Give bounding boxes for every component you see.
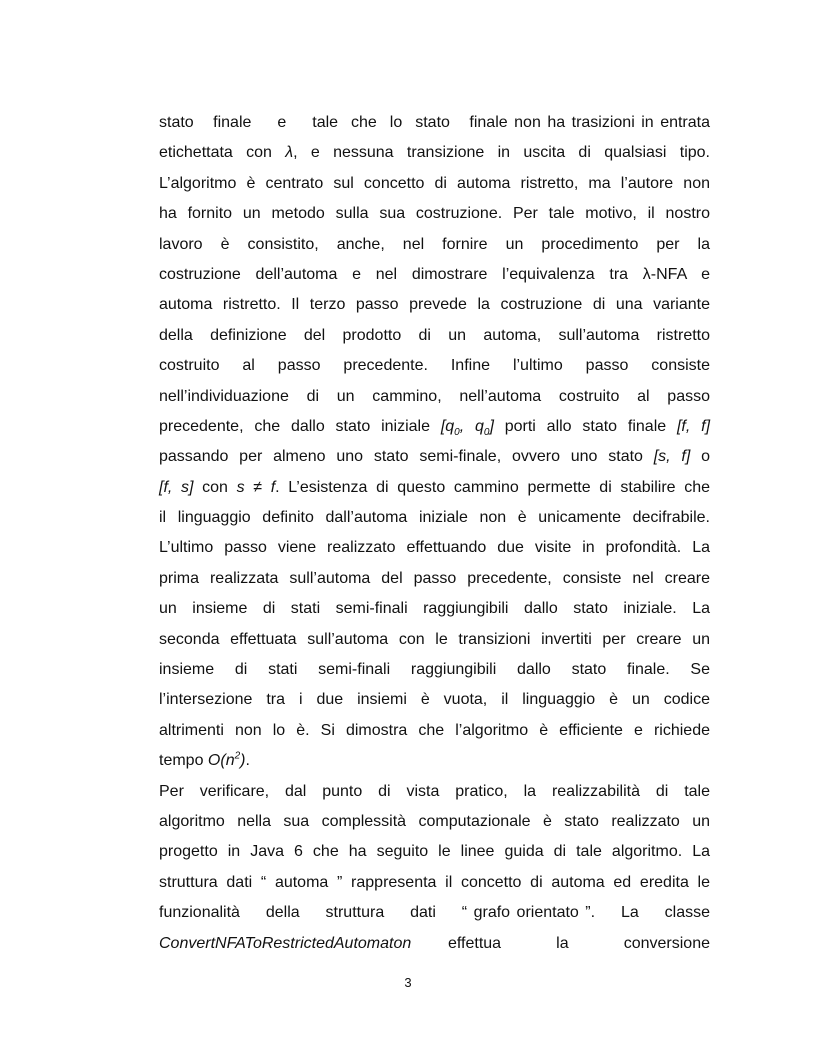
text-line: seconda effettuata sull’automa con le transizioni invertiti per creare un [159,630,710,648]
text-line: ha fornito un metodo sulla sua costruzione. Per tale motivo, il nostro [159,205,710,223]
text-line: automa ristretto. Il terzo passo prevede la costruzione di una variante [159,296,710,314]
text-line: stato finale e tale che lo stato finale non ha trasizioni in entrata [159,114,710,131]
text-line: progetto in Java 6 che ha seguito le linee guida di tale algoritmo. La [159,843,710,861]
text-line: nell’individuazione di un cammino, nell’automa costruito al passo [159,387,710,405]
text-line: un insieme di stati semi-finali raggiungibili dallo stato iniziale. La [159,600,710,618]
body-text [159,108,710,959]
text-line: prima realizzata sull’automa del passo precedente, consiste nel creare [159,569,710,587]
text-line: ConvertNFAToRestrictedAutomaton effettua la conversione [159,934,710,952]
text-line: della definizione del prodotto di un automa, sull’automa ristretto [159,326,710,344]
text-line: precedente, che dallo stato iniziale [$q_0$, $q_0$] porti allo stato finale [f, f] [159,417,711,439]
text-line: passando per almeno uno stato semi-finale, ovvero uno stato [s, f] o [159,448,711,466]
text-line: insieme di stati semi-finali raggiungibili dallo stato finale. Se [159,661,710,679]
page-number: 3 [404,975,412,990]
text-line: l’intersezione tra i due insiemi è vuota, il linguaggio è un codice [159,691,710,709]
text-line: L’algoritmo è centrato sul concetto di automa ristretto, ma l’autore non [159,174,710,192]
text-line: costruzione dell’automa e nel dimostrare l’equivalenza tra λ-NFA e [159,265,710,283]
text-line: altrimenti non lo è. Si dimostra che l’algoritmo è efficiente e richiede [159,721,710,739]
text-line: struttura dati “ automa ” rappresenta il concetto di automa ed eredita le [159,873,710,891]
text-line: lavoro è consistito, anche, nel fornire un procedimento per la [159,235,710,253]
text-line: costruito al passo precedente. Infine l’ultimo passo consiste [159,357,710,375]
text-line: il linguaggio definito dall’automa iniziale non è unicamente decifrabile. [159,509,710,527]
text-line: Per verificare, dal punto di vista pratico, la realizzabilità di tale [159,782,710,800]
text-line: L’ultimo passo viene realizzato effettuando due visite in profondità. La [159,539,710,557]
text-line: algoritmo nella sua complessità computazionale è stato realizzato un [159,812,710,830]
text-line: etichettata con λ, e nessuna transizione in uscita di qualsiasi tipo. [159,144,711,162]
text-line: [f, s] con s ≠ f. L’esistenza di questo cammino permette di stabilire che [159,478,711,496]
text-line: funzionalità della struttura dati “ grafo orientato ”. La classe [159,904,710,922]
text-line: tempo $O(n^2)$. [159,750,250,770]
